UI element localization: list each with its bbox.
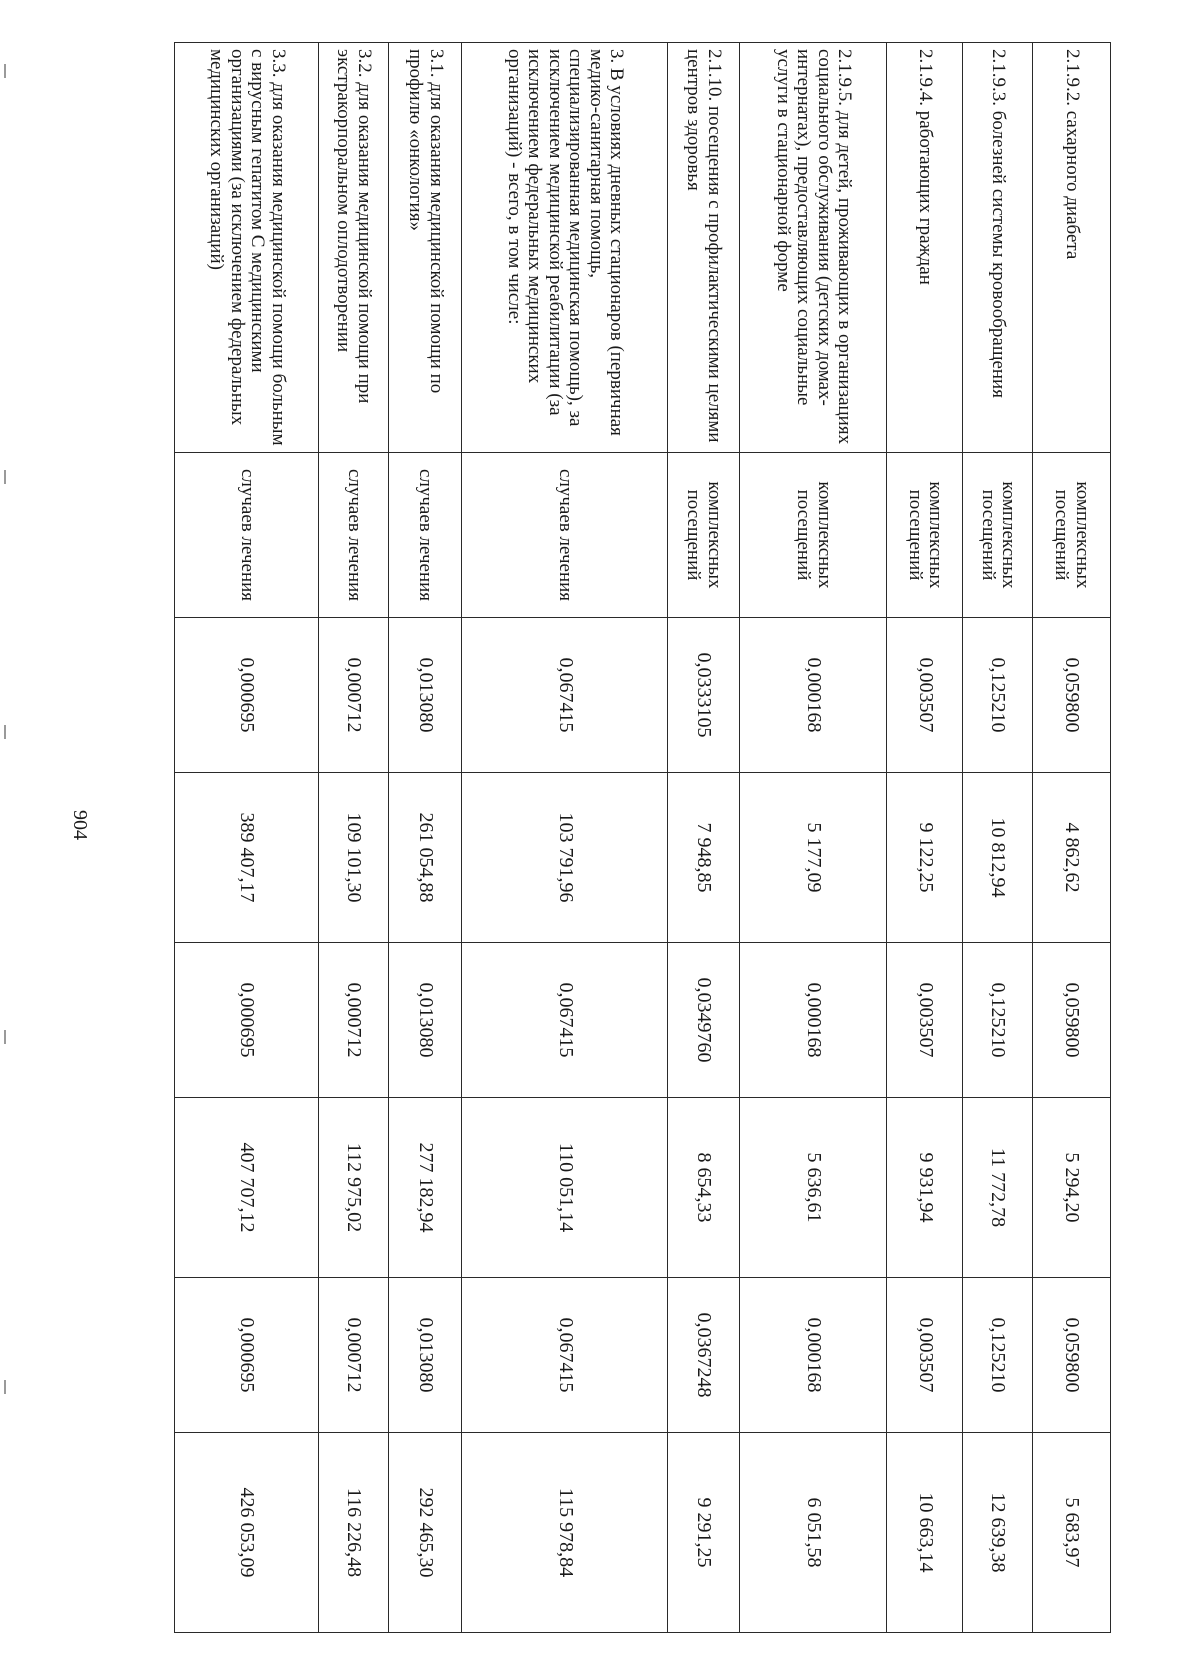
row-name: 2.1.10. посещения с профилактическими целями центров здоровья xyxy=(668,43,740,453)
tariff-table xyxy=(174,42,1111,1633)
cell-value: 0,0349760 xyxy=(668,943,740,1098)
table-row xyxy=(175,43,319,1633)
cell-value: 0,000168 xyxy=(739,618,887,773)
row-unit: случаев лечения xyxy=(175,453,319,618)
cell-value: 6 051,58 xyxy=(739,1433,887,1633)
cell-value: 0,125210 xyxy=(963,618,1032,773)
table-row xyxy=(887,43,963,1633)
row-unit: комплексных посещений xyxy=(668,453,740,618)
cell-value: 0,000168 xyxy=(739,1278,887,1433)
row-unit: комплексных посещений xyxy=(739,453,887,618)
cell-value: 11 772,78 xyxy=(963,1098,1032,1278)
scan-artifact xyxy=(4,470,6,484)
cell-value: 0,000695 xyxy=(175,1278,319,1433)
cell-value: 389 407,17 xyxy=(175,773,319,943)
scan-artifact xyxy=(4,64,6,78)
cell-value: 110 051,14 xyxy=(462,1098,668,1278)
cell-value: 9 931,94 xyxy=(887,1098,963,1278)
row-unit: случаев лечения xyxy=(319,453,388,618)
cell-value: 0,000712 xyxy=(319,1278,388,1433)
cell-value: 109 101,30 xyxy=(319,773,388,943)
table-row xyxy=(388,43,462,1633)
cell-value: 0,0367248 xyxy=(668,1278,740,1433)
rotated-table-container xyxy=(174,42,1111,1632)
table-row xyxy=(739,43,887,1633)
table-row xyxy=(319,43,388,1633)
cell-value: 426 053,09 xyxy=(175,1433,319,1633)
cell-value: 277 182,94 xyxy=(388,1098,462,1278)
scan-artifact xyxy=(4,1030,6,1044)
row-unit: комплексных посещений xyxy=(1032,453,1110,618)
scan-artifact xyxy=(4,725,6,739)
cell-value: 9 122,25 xyxy=(887,773,963,943)
cell-value: 115 978,84 xyxy=(462,1433,668,1633)
row-unit: комплексных посещений xyxy=(887,453,963,618)
cell-value: 0,067415 xyxy=(462,943,668,1098)
cell-value: 0,000712 xyxy=(319,943,388,1098)
cell-value: 10 812,94 xyxy=(963,773,1032,943)
cell-value: 0,067415 xyxy=(462,1278,668,1433)
page-number: 904 xyxy=(69,810,91,840)
cell-value: 407 707,12 xyxy=(175,1098,319,1278)
cell-value: 292 465,30 xyxy=(388,1433,462,1633)
cell-value: 0,059800 xyxy=(1032,618,1110,773)
row-name: 2.1.9.2. сахарного диабета xyxy=(1032,43,1110,453)
cell-value: 0,013080 xyxy=(388,943,462,1098)
cell-value: 0,067415 xyxy=(462,618,668,773)
row-name: 3.1. для оказания медицинской помощи по профилю «онкология» xyxy=(388,43,462,453)
cell-value: 5 636,61 xyxy=(739,1098,887,1278)
cell-value: 12 639,38 xyxy=(963,1433,1032,1633)
row-unit: комплексных посещений xyxy=(963,453,1032,618)
cell-value: 0,003507 xyxy=(887,618,963,773)
cell-value: 0,003507 xyxy=(887,943,963,1098)
cell-value: 112 975,02 xyxy=(319,1098,388,1278)
table-row xyxy=(1032,43,1110,1633)
table-row xyxy=(963,43,1032,1633)
row-name: 3.3. для оказания медицинской помощи больным с вирусным гепатитом С медицинскими организациями (за исключением федеральных медицинских организаций) xyxy=(175,43,319,453)
cell-value: 0,000168 xyxy=(739,943,887,1098)
cell-value: 0,013080 xyxy=(388,1278,462,1433)
row-name: 3.2. для оказания медицинской помощи при экстракорпоральном оплодотворении xyxy=(319,43,388,453)
cell-value: 5 294,20 xyxy=(1032,1098,1110,1278)
cell-value: 9 291,25 xyxy=(668,1433,740,1633)
cell-value: 103 791,96 xyxy=(462,773,668,943)
scan-artifact xyxy=(4,1380,6,1394)
cell-value: 0,000695 xyxy=(175,618,319,773)
row-name: 2.1.9.5. для детей, проживающих в организациях социального обслуживания (детских домах-интернатах), предоставляющих социальные услуги в стационарной форме xyxy=(739,43,887,453)
cell-value: 0,125210 xyxy=(963,1278,1032,1433)
cell-value: 0,0333105 xyxy=(668,618,740,773)
cell-value: 0,059800 xyxy=(1032,943,1110,1098)
table-row xyxy=(668,43,740,1633)
cell-value: 8 654,33 xyxy=(668,1098,740,1278)
cell-value: 0,003507 xyxy=(887,1278,963,1433)
cell-value: 261 054,88 xyxy=(388,773,462,943)
table-row xyxy=(462,43,668,1633)
row-name: 2.1.9.3. болезней системы кровообращения xyxy=(963,43,1032,453)
cell-value: 116 226,48 xyxy=(319,1433,388,1633)
cell-value: 5 177,09 xyxy=(739,773,887,943)
cell-value: 0,000712 xyxy=(319,618,388,773)
cell-value: 10 663,14 xyxy=(887,1433,963,1633)
row-name: 2.1.9.4. работающих граждан xyxy=(887,43,963,453)
cell-value: 0,059800 xyxy=(1032,1278,1110,1433)
row-unit: случаев лечения xyxy=(388,453,462,618)
cell-value: 5 683,97 xyxy=(1032,1433,1110,1633)
cell-value: 0,013080 xyxy=(388,618,462,773)
row-unit: случаев лечения xyxy=(462,453,668,618)
cell-value: 0,125210 xyxy=(963,943,1032,1098)
cell-value: 7 948,85 xyxy=(668,773,740,943)
cell-value: 4 862,62 xyxy=(1032,773,1110,943)
cell-value: 0,000695 xyxy=(175,943,319,1098)
row-name: 3. В условиях дневных стационаров (первичная медико-санитарная помощь, специализированная медицинская помощь), за исключением медицинской реабилитации (за исключением федеральных медицинских организаций) - всего, в том числе: xyxy=(462,43,668,453)
